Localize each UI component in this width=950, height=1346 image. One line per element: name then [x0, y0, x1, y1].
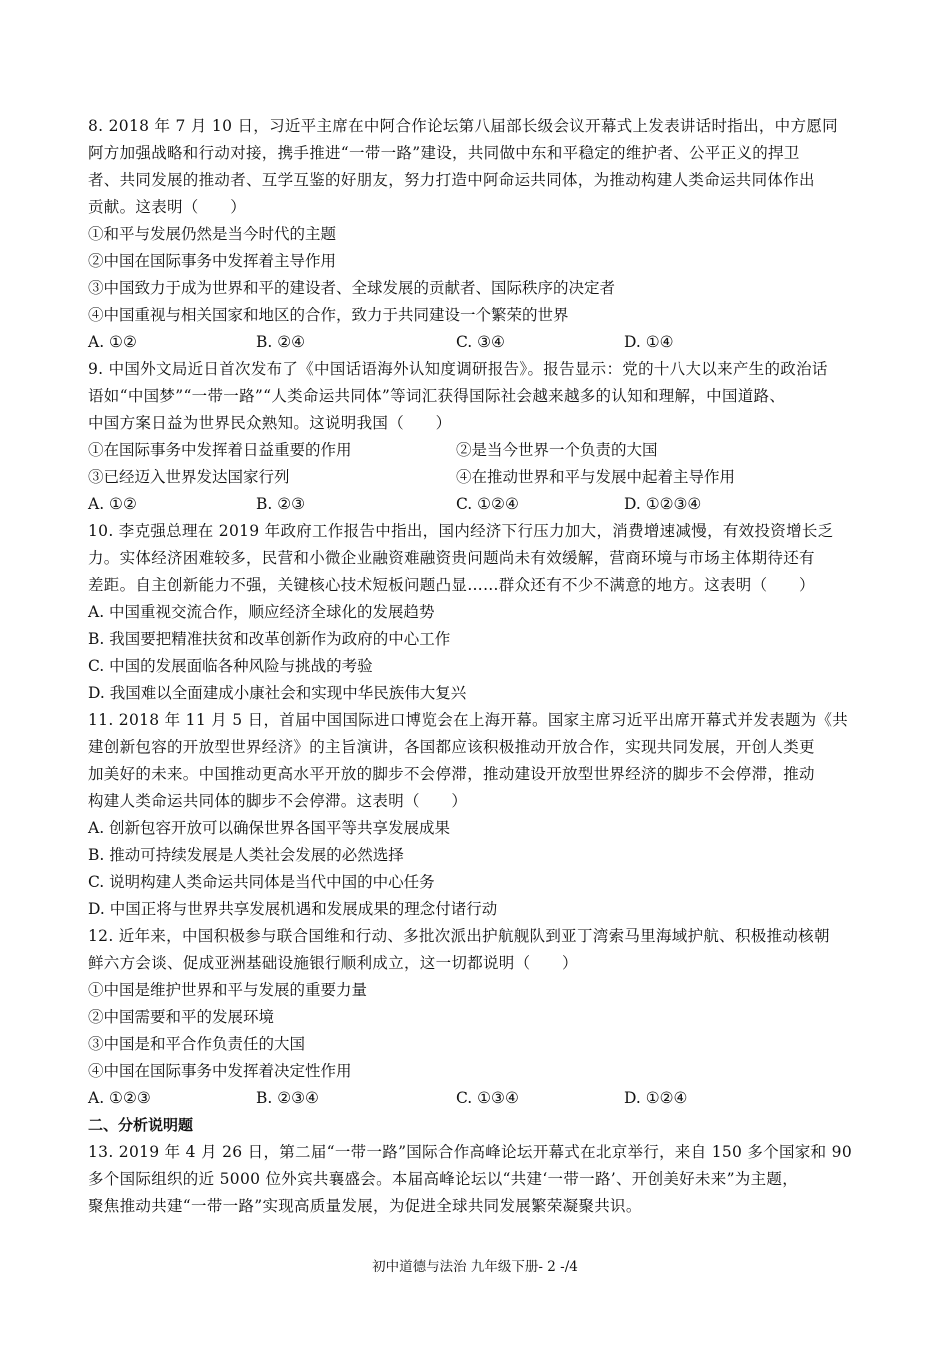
q11-stem-line-3: 加美好的未来。中国推动更高水平开放的脚步不会停滞，推动建设开放型世界经济的脚步不会停滞，推动 [88, 765, 815, 783]
q9-options [88, 491, 864, 518]
q8-stem-line-2: 阿方加强战略和行动对接，携手推进“一带一路”建设，共同做中东和平稳定的维护者、公平正义的捍卫 [88, 144, 800, 162]
q11-option-d: D. 中国正将与世界共享发展机遇和发展成果的理念付诸行动 [88, 900, 498, 918]
q12-option-d: D. ①②④ [624, 1089, 688, 1107]
question-8 [88, 113, 864, 356]
q9-items-row-2 [88, 464, 864, 491]
question-12 [88, 923, 864, 1112]
question-10 [88, 518, 864, 707]
q13-stem-line-1: 13. 2019 年 4 月 26 日，第二届“一带一路”国际合作高峰论坛开幕式在北京举行，来自 150 多个国家和 90 [88, 1143, 852, 1161]
q9-stem-line-2: 语如“中国梦”“一带一路”“人类命运共同体”等词汇获得国际社会越来越多的认知和理解，中国道路、 [88, 387, 786, 405]
q10-stem-line-2: 力。实体经济困难较多，民营和小微企业融资难融资贵问题尚未有效缓解，营商环境与市场主体期待还有 [88, 549, 815, 567]
q8-option-d: D. ①④ [624, 333, 674, 351]
q9-option-c: C. ①②④ [456, 495, 519, 513]
question-9 [88, 356, 864, 518]
q12-option-c: C. ①③④ [456, 1089, 519, 1107]
q11-option-a: A. 创新包容开放可以确保世界各国平等共享发展成果 [88, 819, 451, 837]
question-13 [88, 1139, 864, 1220]
q9-option-b: B. ②③ [256, 495, 306, 513]
q13-stem-line-3: 聚焦推动共建“一带一路”实现高质量发展，为促进全球共同发展繁荣凝聚共识。 [88, 1197, 642, 1215]
page-footer: 初中道德与法治 九年级下册- 2 -/4 [372, 1259, 578, 1275]
q11-stem-line-2: 建创新包容的开放型世界经济》的主旨演讲，各国都应该积极推动开放合作，实现共同发展，开创人类更 [88, 738, 815, 756]
q8-item-1: ①和平与发展仍然是当今时代的主题 [88, 225, 337, 243]
question-11 [88, 707, 864, 923]
q8-option-b: B. ②④ [256, 333, 306, 351]
q11-stem-line-4: 构建人类命运共同体的脚步不会停滞。这表明（ ） [88, 792, 468, 810]
q10-stem-line-3: 差距。自主创新能力不强，关键核心技术短板问题凸显……群众还有不少不满意的地方。这表明（ ） [88, 576, 815, 594]
q12-stem-line-2: 鲜六方会谈、促成亚洲基础设施银行顺利成立，这一切都说明（ ） [88, 954, 578, 972]
q12-item-2: ②中国需要和平的发展环境 [88, 1008, 275, 1026]
q9-stem-line-1: 9. 中国外文局近日首次发布了《中国话语海外认知度调研报告》。报告显示：党的十八大以来产生的政治话 [88, 360, 828, 378]
q9-items-row-1 [88, 437, 864, 464]
q9-item-1: ①在国际事务中发挥着日益重要的作用 [88, 441, 352, 459]
q8-stem-line-4: 贡献。这表明（ ） [88, 198, 247, 216]
section-title: 二、分析说明题 [88, 1116, 194, 1134]
q9-item-3: ③已经迈入世界发达国家行列 [88, 468, 290, 486]
q8-option-a: A. ①② [88, 333, 137, 351]
page-content [88, 113, 864, 1220]
q8-stem-line-1: 8. 2018 年 7 月 10 日，习近平主席在中阿合作论坛第八届部长级会议开幕式上发表讲话时指出，中方愿同 [88, 117, 838, 135]
q8-item-4: ④中国重视与相关国家和地区的合作，致力于共同建设一个繁荣的世界 [88, 306, 569, 324]
q13-stem-line-2: 多个国际组织的近 5000 位外宾共襄盛会。本届高峰论坛以“共建‘一带一路’、开创美好未来”为主题， [88, 1170, 799, 1188]
q12-options [88, 1085, 864, 1112]
q12-item-1: ①中国是维护世界和平与发展的重要力量 [88, 981, 368, 999]
q8-stem-line-3: 者、共同发展的推动者、互学互鉴的好朋友，努力打造中阿命运共同体，为推动构建人类命运共同体作出 [88, 171, 815, 189]
q11-option-b: B. 推动可持续发展是人类社会发展的必然选择 [88, 846, 404, 864]
q9-item-2: ②是当今世界一个负责的大国 [456, 441, 658, 459]
q12-option-b: B. ②③④ [256, 1089, 319, 1107]
q12-option-a: A. ①②③ [88, 1089, 151, 1107]
q9-item-4: ④在推动世界和平与发展中起着主导作用 [456, 468, 736, 486]
q11-stem-line-1: 11. 2018 年 11 月 5 日，首届中国国际进口博览会在上海开幕。国家主席习近平出席开幕式并发表题为《共 [88, 711, 849, 729]
q10-option-c: C. 中国的发展面临各种风险与挑战的考验 [88, 657, 373, 675]
q10-option-d: D. 我国难以全面建成小康社会和实现中华民族伟大复兴 [88, 684, 467, 702]
q10-stem-line-1: 10. 李克强总理在 2019 年政府工作报告中指出，国内经济下行压力加大，消费增速减慢，有效投资增长乏 [88, 522, 834, 540]
q8-option-c: C. ③④ [456, 333, 505, 351]
q8-item-3: ③中国致力于成为世界和平的建设者、全球发展的贡献者、国际秩序的决定者 [88, 279, 616, 297]
q9-option-a: A. ①② [88, 495, 137, 513]
q10-option-b: B. 我国要把精准扶贫和改革创新作为政府的中心工作 [88, 630, 451, 648]
q12-item-3: ③中国是和平合作负责任的大国 [88, 1035, 306, 1053]
q9-stem-line-3: 中国方案日益为世界民众熟知。这说明我国（ ） [88, 414, 452, 432]
q8-item-2: ②中国在国际事务中发挥着主导作用 [88, 252, 337, 270]
q11-option-c: C. 说明构建人类命运共同体是当代中国的中心任务 [88, 873, 435, 891]
q12-item-4: ④中国在国际事务中发挥着决定性作用 [88, 1062, 352, 1080]
q10-option-a: A. 中国重视交流合作，顺应经济全球化的发展趋势 [88, 603, 435, 621]
q8-options [88, 329, 864, 356]
q9-option-d: D. ①②③④ [624, 495, 702, 513]
q12-stem-line-1: 12. 近年来，中国积极参与联合国维和行动、多批次派出护航舰队到亚丁湾索马里海域护航、积极推动核朝 [88, 927, 830, 945]
